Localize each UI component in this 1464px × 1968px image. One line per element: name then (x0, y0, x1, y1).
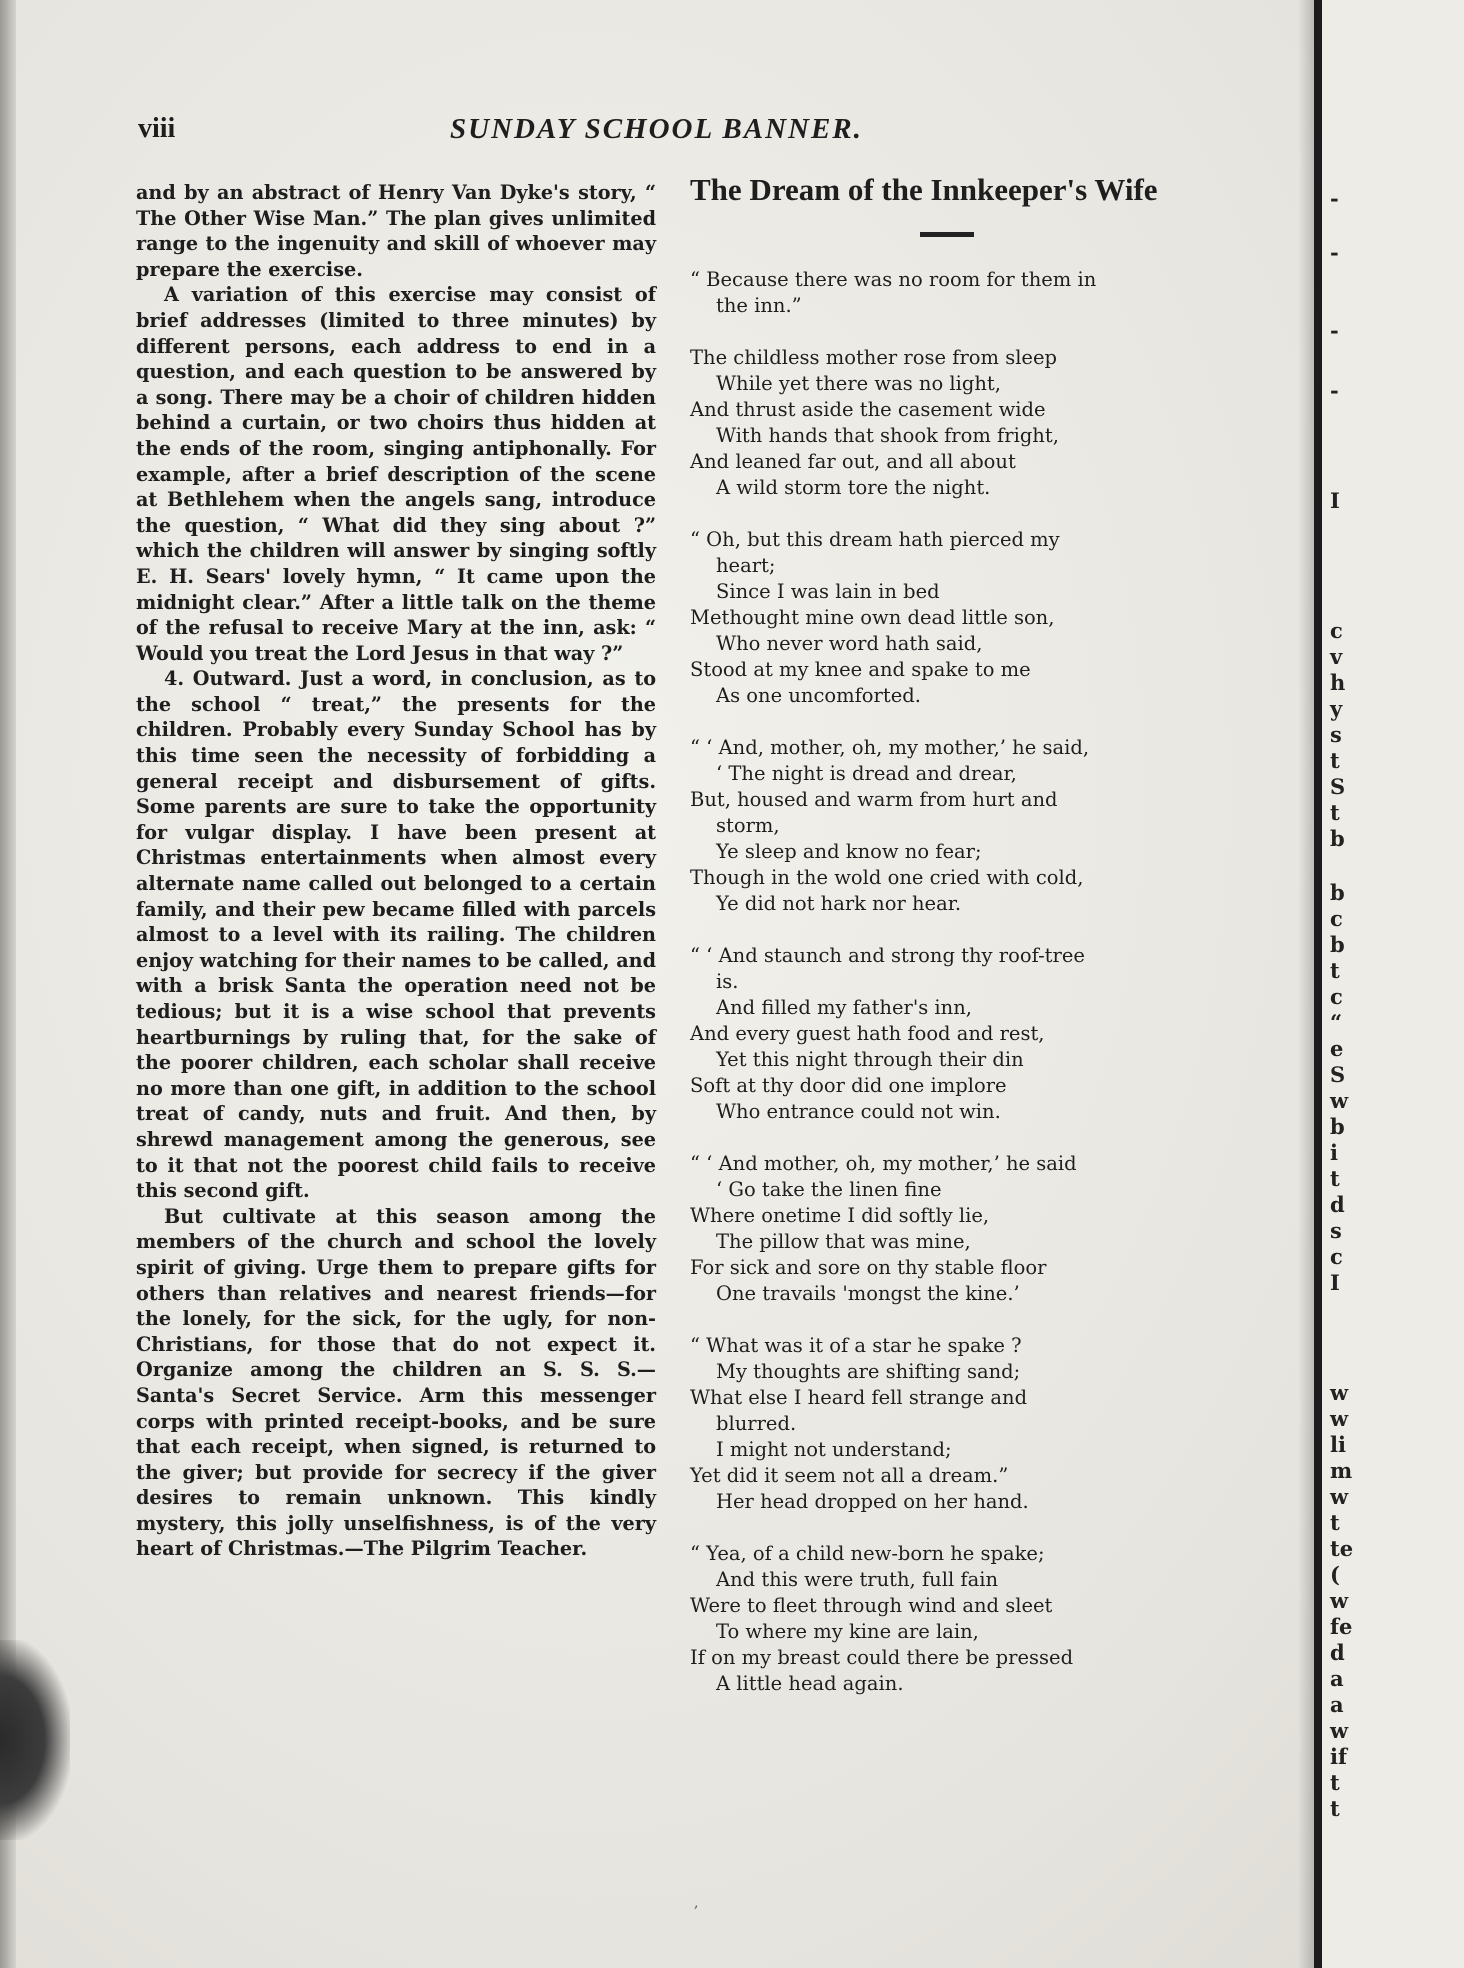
facing-page-fragment: t (1330, 748, 1340, 773)
poem-line: is. (716, 970, 739, 993)
facing-page-edge (1322, 0, 1464, 1968)
poem-line: And leaned far out, and all about (690, 450, 1016, 473)
article-column (136, 180, 656, 1562)
facing-page-fragment: t (1330, 1796, 1340, 1821)
poem-column (690, 170, 1210, 1697)
poem-line: My thoughts are shifting sand; (716, 1360, 1021, 1383)
facing-page-fragment: - (1330, 378, 1339, 403)
poem-stanza (690, 527, 1210, 709)
poem-title: The Dream of the Innkeeper's Wife (690, 172, 1158, 207)
facing-page-fragment: y (1330, 696, 1343, 721)
poem-line: With hands that shook from fright, (716, 424, 1059, 447)
facing-page-fragment: b (1330, 932, 1345, 957)
facing-page-fragment: if (1330, 1744, 1348, 1769)
poem-line: One travails 'mongst the kine.’ (716, 1282, 1020, 1305)
poem-line: ‘ The night is dread and drear, (716, 762, 1017, 785)
epigraph-line: “ Because there was no room for them in (690, 268, 1097, 291)
poem-line: Who entrance could not win. (716, 1100, 1001, 1123)
poem-line: For sick and sore on thy stable floor (690, 1256, 1047, 1279)
poem-line: A little head again. (716, 1672, 904, 1695)
poem-line: A wild storm tore the night. (716, 476, 991, 499)
poem-line: Ye did not hark nor hear. (716, 892, 962, 915)
poem-epigraph (690, 267, 1210, 319)
poem-line: But, housed and warm from hurt and (690, 788, 1058, 811)
article-paragraph: But cultivate at this season among the members of the church and school the lovely spirit of giving. Urge them to prepare gifts for others than relatives and nearest friends—for the lonely, for the sick, for the ugly, for non-Christians, for those that do not expect it. Organize among the children an S. S. S.— Santa's Secret Service. Arm this messenger corps with printed receipt-books, and be sure that each receipt, when signed, is returned to the giver; but provide for secrecy if the giver desires to remain unknown. This kindly mystery, this jolly unselfishness, is of the very heart of Christmas.—The Pilgrim Teacher. (136, 1204, 656, 1561)
facing-page-fragment: w (1330, 1406, 1349, 1431)
epigraph-line: the inn.” (716, 294, 802, 317)
facing-page-fragment: e (1330, 1036, 1344, 1061)
poem-line: ‘ Go take the linen fine (716, 1178, 942, 1201)
stray-print-mark: , (694, 1895, 699, 1911)
facing-page-fragment: m (1330, 1458, 1353, 1483)
facing-page-fragment: - (1330, 240, 1339, 265)
article-paragraph: A variation of this exercise may consist of brief addresses (limited to three minutes) by different persons, each address to end in a question, and each question to be answered by a song. There may be a choir of children hidden behind a curtain, or two choirs thus hidden at the ends of the room, singing antiphonally. For example, after a brief description of the scene at Bethlehem when the angels sang, introduce the question, “ What did they sing about ?” which the children will answer by singing softly E. H. Sears' lovely hymn, “ It came upon the midnight clear.” After a little talk on the theme of the refusal to receive Mary at the inn, ask: “ Would you treat the Lord Jesus in that way ?” (136, 283, 656, 665)
poem-line: blurred. (716, 1412, 797, 1435)
poem-line: Who never word hath said, (716, 632, 983, 655)
poem-line: While yet there was no light, (716, 372, 1001, 395)
facing-page-fragment: c (1330, 984, 1343, 1009)
title-rule (920, 232, 974, 237)
facing-page-fragment: a (1330, 1666, 1344, 1691)
facing-page-fragment: v (1330, 644, 1343, 669)
page-corner-blot (0, 1640, 70, 1840)
poem-stanza (690, 943, 1210, 1125)
poem-line: Were to fleet through wind and sleet (690, 1594, 1053, 1617)
poem-line: If on my breast could there be pressed (690, 1646, 1074, 1669)
facing-page-fragment: S (1330, 774, 1346, 799)
article-paragraph: and by an abstract of Henry Van Dyke's story, “ The Other Wise Man.” The plan gives unlimited range to the ingenuity and skill of whoever may prepare the exercise. (136, 181, 656, 281)
poem-stanza (690, 1151, 1210, 1307)
facing-page-fragment: d (1330, 1640, 1345, 1665)
poem-line: Stood at my knee and spake to me (690, 658, 1031, 681)
facing-page-fragment: c (1330, 906, 1343, 931)
poem-line: I might not understand; (716, 1438, 952, 1461)
poem-line: Ye sleep and know no fear; (716, 840, 982, 863)
poem-line: Soft at thy door did one implore (690, 1074, 1007, 1097)
facing-page-fragment: c (1330, 1244, 1343, 1269)
facing-page-fragment: w (1330, 1088, 1349, 1113)
facing-page-fragment: I (1330, 1270, 1340, 1295)
poem-line: Though in the wold one cried with cold, (690, 866, 1084, 889)
facing-page-fragment: t (1330, 1166, 1340, 1191)
poem-line: To where my kine are lain, (716, 1620, 979, 1643)
poem-line: And this were truth, full fain (716, 1568, 999, 1591)
poem-line: “ Oh, but this dream hath pierced my (690, 528, 1060, 551)
poem-line: The childless mother rose from sleep (690, 346, 1057, 369)
facing-page-fragment: S (1330, 1062, 1346, 1087)
facing-page-fragment: t (1330, 1770, 1340, 1795)
facing-page-fragment: te (1330, 1536, 1354, 1561)
poem-line: Where onetime I did softly lie, (690, 1204, 990, 1227)
article-paragraph: 4. Outward. Just a word, in conclusion, as to the school “ treat,” the presents for the children. Probably every Sunday School has by this time seen the necessity of forbidding a general receipt and disbursement of gifts. Some parents are sure to take the opportunity for vulgar display. I have been present at Christmas entertainments when almost every alternate name called out belonged to a certain family, and their pew became filled with parcels almost to a level with its railing. The children enjoy watching for their names to be called, and with a brisk Santa the operation need not be tedious; but it is a wise school that prevents heartburnings by ruling that, for the sake of the poorer children, each scholar shall receive no more than one gift, in addition to the school treat of candy, nuts and fruit. And then, by shrewd management among the generous, see to it that not the poorest child fails to receive this second gift. (136, 667, 656, 1203)
facing-page-fragment: t (1330, 1510, 1340, 1535)
facing-page-fragment: li (1330, 1432, 1346, 1457)
poem-line: heart; (716, 554, 776, 577)
facing-page-fragment: - (1330, 186, 1339, 211)
facing-page-fragment: “ (1330, 1010, 1343, 1035)
gutter-shadow (1298, 0, 1314, 1968)
facing-page-fragment: w (1330, 1588, 1349, 1613)
facing-page-fragment: b (1330, 1114, 1345, 1139)
facing-page-fragment: - (1330, 318, 1339, 343)
poem-line: And filled my father's inn, (716, 996, 972, 1019)
journal-title: SUNDAY SCHOOL BANNER. (450, 113, 863, 145)
poem-line: Methought mine own dead little son, (690, 606, 1055, 629)
facing-page-fragment: w (1330, 1484, 1349, 1509)
poem-line: Yet this night through their din (716, 1048, 1024, 1071)
facing-page-fragment: fe (1330, 1614, 1353, 1639)
poem-line: “ ‘ And, mother, oh, my mother,’ he said, (690, 736, 1090, 759)
facing-page-fragment: s (1330, 1218, 1342, 1243)
poem-line: As one uncomforted. (716, 684, 921, 707)
facing-page-fragment: d (1330, 1192, 1345, 1217)
poem-stanza (690, 345, 1210, 501)
poem-line: storm, (716, 814, 780, 837)
facing-page-fragment: t (1330, 958, 1340, 983)
facing-page-fragment: h (1330, 670, 1346, 695)
facing-page-fragment: t (1330, 800, 1340, 825)
facing-page-fragment: s (1330, 722, 1342, 747)
facing-page-fragment: ( (1330, 1562, 1340, 1587)
poem-line: Yet did it seem not all a dream.” (690, 1464, 1009, 1487)
poem-line: And thrust aside the casement wide (690, 398, 1046, 421)
poem-line: “ ‘ And mother, oh, my mother,’ he said (690, 1152, 1077, 1175)
facing-page-fragment: i (1330, 1140, 1338, 1165)
poem-line: The pillow that was mine, (716, 1230, 971, 1253)
facing-page-fragment: I (1330, 488, 1340, 513)
poem-stanza (690, 1541, 1210, 1697)
facing-page-fragment: a (1330, 1692, 1344, 1717)
poem-line: “ Yea, of a child new-born he spake; (690, 1542, 1045, 1565)
facing-page-fragment: w (1330, 1380, 1349, 1405)
running-head (138, 113, 1228, 149)
poem-line: “ What was it of a star he spake ? (690, 1334, 1022, 1357)
facing-page-fragment: b (1330, 880, 1345, 905)
poem-line: And every guest hath food and rest, (690, 1022, 1045, 1045)
book-spine (1314, 0, 1322, 1968)
facing-page-fragment: w (1330, 1718, 1349, 1743)
facing-page-fragment: c (1330, 618, 1343, 643)
poem-line: Since I was lain in bed (716, 580, 940, 603)
facing-page-fragment: b (1330, 826, 1345, 851)
page-number: viii (138, 113, 176, 144)
poem-stanza (690, 1333, 1210, 1515)
poem-line: “ ‘ And staunch and strong thy roof-tree (690, 944, 1085, 967)
poem-line: What else I heard fell strange and (690, 1386, 1028, 1409)
poem-stanza (690, 735, 1210, 917)
poem-line: Her head dropped on her hand. (716, 1490, 1029, 1513)
